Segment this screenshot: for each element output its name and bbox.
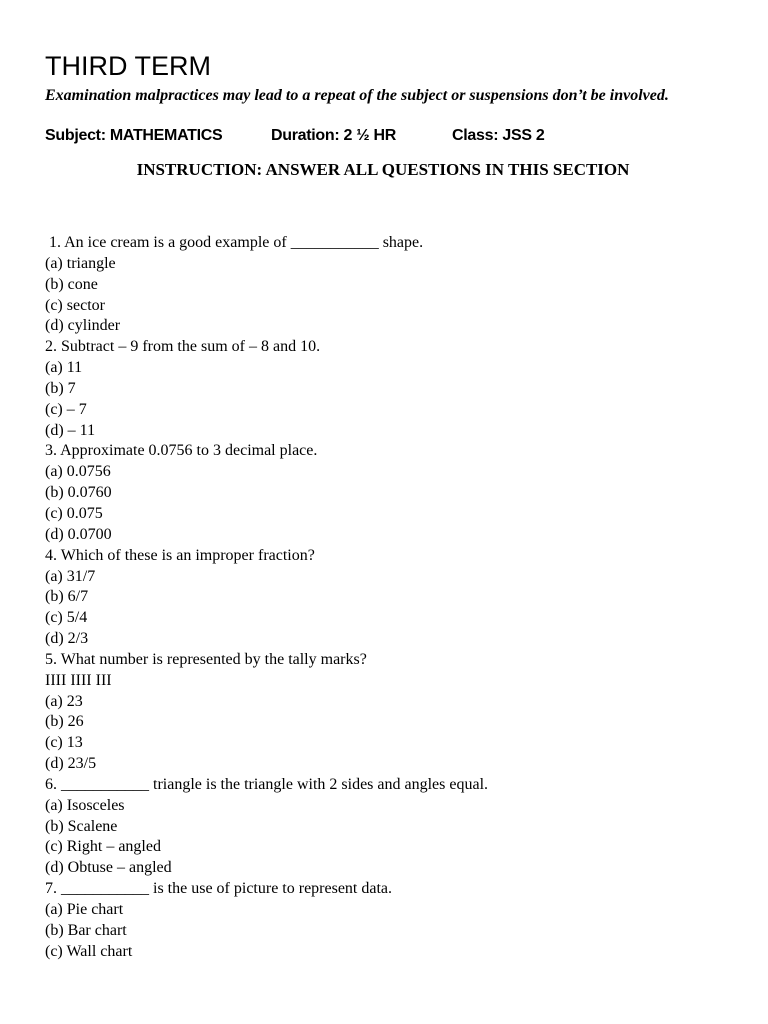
- option-line: (b) 26: [45, 713, 84, 731]
- option-line: (c) – 7: [45, 400, 87, 418]
- option-line: (c) 5/4: [45, 609, 88, 627]
- option-line: (c) 13: [45, 734, 83, 752]
- instruction-heading: INSTRUCTION: ANSWER ALL QUESTIONS IN THIS SECTION: [136, 160, 630, 179]
- option-line: (d) – 11: [45, 421, 96, 439]
- question-line: 1. An ice cream is a good example of ___________ shape.: [49, 234, 424, 251]
- malpractice-warning: Examination malpractices may lead to a repeat of the subject or suspensions don’t be involved.: [45, 87, 669, 104]
- option-line: (a) 0.0756: [45, 463, 111, 481]
- option-line: (d) 0.0700: [45, 525, 112, 543]
- question-line: 2. Subtract – 9 from the sum of – 8 and 10.: [45, 338, 321, 356]
- option-line: (b) 6/7: [45, 588, 89, 606]
- question-list: [45, 233, 721, 963]
- option-line: (b) Scalene: [45, 817, 118, 835]
- option-line: (c) 0.075: [45, 504, 103, 522]
- question-line: 4. Which of these is an improper fraction?: [45, 546, 315, 564]
- option-line: (c) sector: [45, 296, 105, 314]
- option-line: (c) Right – angled: [45, 838, 161, 856]
- duration-label: Duration: 2 ½ HR: [271, 127, 396, 144]
- option-line: (a) 31/7: [45, 567, 96, 585]
- option-line: (a) Isosceles: [45, 796, 125, 814]
- option-line: (a) 23: [45, 692, 83, 710]
- option-line: (d) cylinder: [45, 317, 121, 335]
- question-line: 5. What number is represented by the tally marks?: [45, 650, 367, 668]
- option-line: (b) Bar chart: [45, 921, 127, 939]
- option-line: (d) 23/5: [45, 755, 97, 773]
- option-line: (d) 2/3: [45, 630, 89, 648]
- option-line: (c) Wall chart: [45, 942, 133, 960]
- question-line: 7. ___________ is the use of picture to represent data.: [45, 880, 393, 898]
- question-line: 6. ___________ triangle is the triangle with 2 sides and angles equal.: [45, 775, 489, 793]
- option-line: (a) triangle: [45, 254, 116, 272]
- option-line: (b) 7: [45, 379, 76, 397]
- option-line: (a) Pie chart: [45, 901, 124, 918]
- option-line: (b) cone: [45, 275, 98, 293]
- document-title: THIRD TERM: [45, 51, 211, 81]
- option-line: (b) 0.0760: [45, 484, 112, 502]
- subject-label: Subject: MATHEMATICS: [45, 127, 223, 144]
- option-line: (a) 11: [45, 359, 83, 377]
- tally-marks: IIII IIII III: [45, 671, 112, 689]
- class-label: Class: JSS 2: [452, 127, 545, 144]
- question-line: 3. Approximate 0.0756 to 3 decimal place.: [45, 442, 318, 460]
- option-line: (d) Obtuse – angled: [45, 859, 172, 877]
